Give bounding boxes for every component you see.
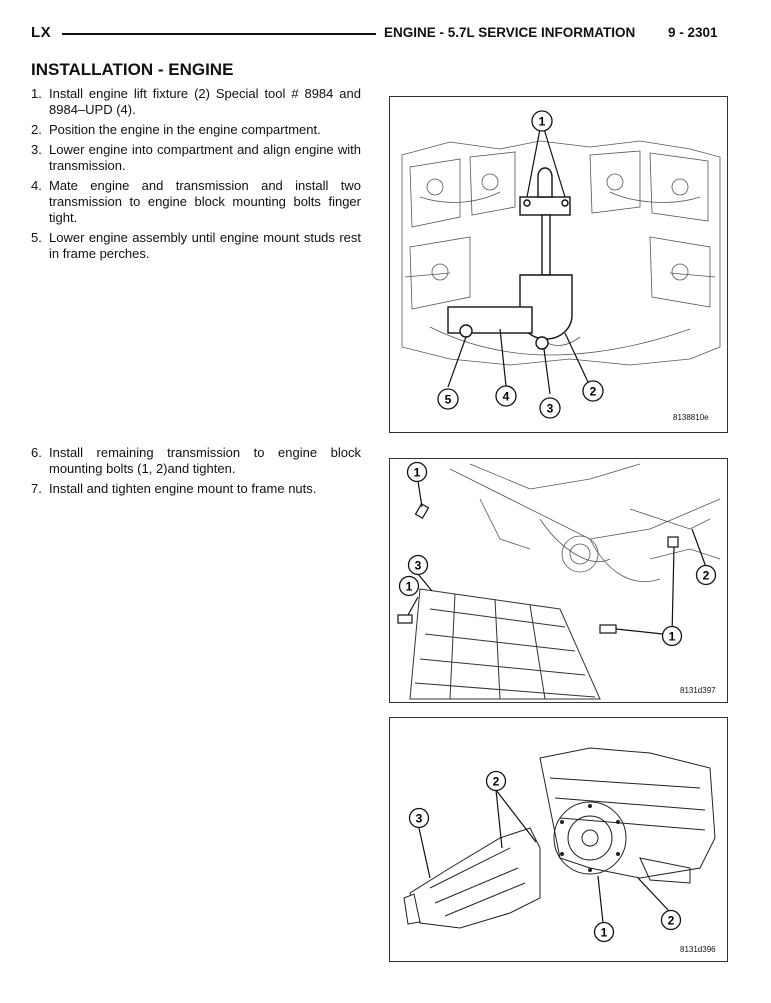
step-number: 3. [31, 142, 42, 157]
callout-label: 2 [589, 384, 597, 399]
figure-1-callouts [438, 111, 603, 418]
step-number: 2. [31, 122, 42, 137]
callout-label: 3 [414, 558, 422, 573]
callout-label: 1 [600, 925, 608, 940]
page-title: INSTALLATION - ENGINE [31, 60, 234, 79]
step-text: Mate engine and transmission and install two transmission to engine block mounting bolts finger tight. [49, 178, 361, 225]
step-text: Position the engine in the engine compartment. [49, 122, 321, 137]
callout-label: 1 [668, 629, 676, 644]
step-item [31, 86, 361, 118]
callout-label: 2 [492, 774, 500, 789]
step-item [31, 122, 361, 138]
step-number: 1. [31, 86, 42, 101]
step-text: Install remaining transmission to engine block mounting bolts (1, 2)and tighten. [49, 445, 361, 476]
figure-transmission-bolts [389, 458, 728, 703]
step-text: Lower engine into compartment and align engine with transmission. [49, 142, 361, 173]
callout-label: 3 [415, 811, 423, 826]
figure-code: 8131d397 [680, 686, 716, 695]
page-number: 9 - 2301 [668, 25, 718, 40]
callout-label: 3 [546, 401, 554, 416]
step-text: Install and tighten engine mount to frame nuts. [49, 481, 317, 496]
callout-label: 4 [502, 389, 510, 404]
step-number: 5. [31, 230, 42, 245]
step-text: Install engine lift fixture (2) Special tool # 8984 and 8984–UPD (4). [49, 86, 361, 117]
header-rule [62, 33, 376, 35]
steps-list-2 [31, 445, 361, 501]
callout-label: 2 [667, 913, 675, 928]
step-text: Lower engine assembly until engine mount studs rest in frame perches. [49, 230, 361, 261]
step-item [31, 445, 361, 477]
step-item [31, 142, 361, 174]
step-item [31, 178, 361, 226]
step-number: 6. [31, 445, 42, 460]
step-item [31, 230, 361, 262]
step-item [31, 481, 361, 497]
engine-lift-illustration [390, 97, 727, 432]
callout-label: 1 [405, 579, 413, 594]
figure-engine-lift-fixture [389, 96, 728, 433]
callout-label: 5 [444, 392, 452, 407]
header-section-code: LX [31, 24, 52, 41]
callout-label: 2 [702, 568, 710, 583]
engine-transmission-illustration [390, 718, 727, 961]
step-number: 7. [31, 481, 42, 496]
step-number: 4. [31, 178, 42, 193]
steps-list-1 [31, 86, 361, 266]
figure-code: 8131d396 [680, 945, 716, 954]
figure-2-callouts [400, 463, 716, 646]
figure-code: 8138810e [673, 413, 709, 422]
transmission-bolts-illustration [390, 459, 727, 702]
callout-label: 1 [413, 465, 421, 480]
figure-engine-transmission [389, 717, 728, 962]
header-section-title: ENGINE - 5.7L SERVICE INFORMATION [384, 25, 636, 40]
callout-label: 1 [538, 114, 546, 129]
